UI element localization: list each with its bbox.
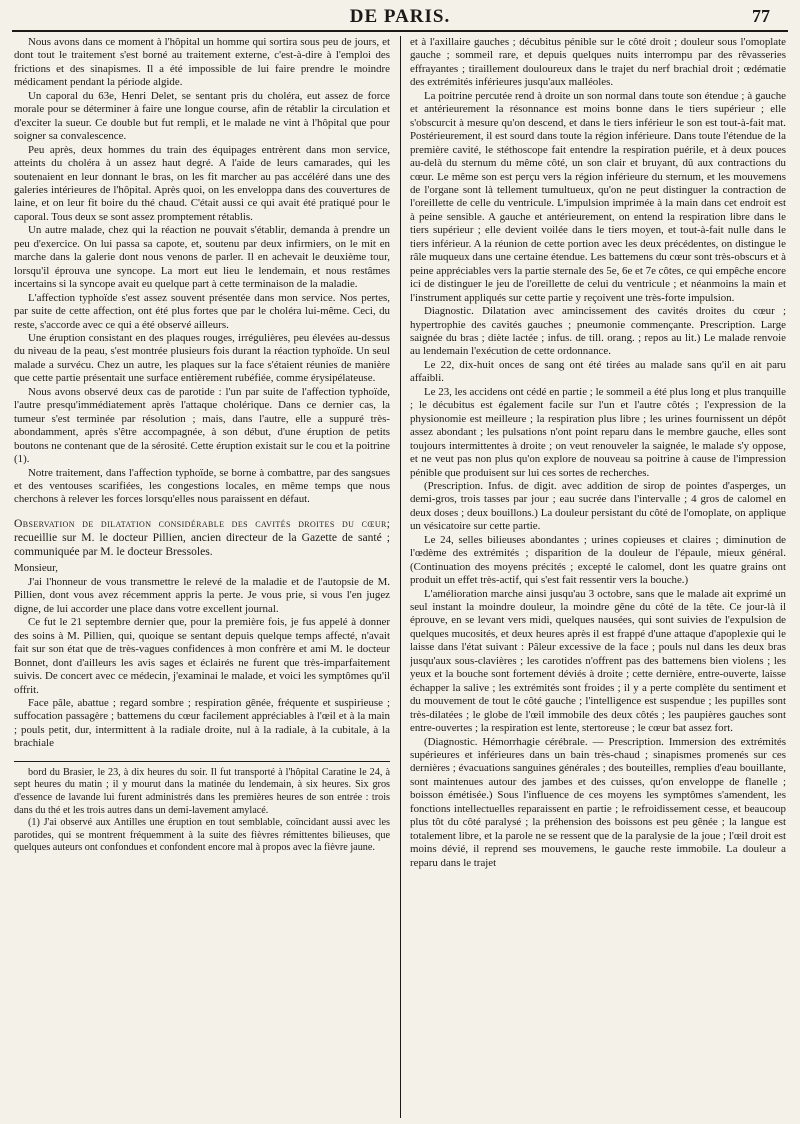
paragraph: L'affection typhoïde s'est assez souvent présentée dans mon service. Nos pertes, par suite de cette affection, ont été plus fortes que par le choléra lui-même. Ceci, du reste, s'accorde avec ce qui a été observé ailleurs.: [14, 291, 390, 331]
footnotes: [14, 767, 390, 855]
text-columns: [14, 36, 786, 1118]
paragraph: J'ai l'honneur de vous transmettre le relevé de la maladie et de l'autopsie de M. Pillien, dont vous avez récemment appris la perte. Je vous prie, si vous l'en jugez digne, de lui accorder une place dans votre excellent journal.: [14, 575, 390, 615]
paragraph: (Diagnostic. Hémorrhagie cérébrale. — Prescription. Immersion des extrémités supérieures et inférieures dans un bain très-chaud ; sinapismes promenés sur ces dernières ; évacuations sanguines générales ; des bouteilles, remplies d'eau bouillante, sont maintenues autour des jambes et des cuisses, qu'on enveloppe de flanelle ; boisson émétisée.) Sous l'influence de ces moyens les symptômes s'amendent, les fonctions intellectuelles reparaissent en partie ; le refroidissement cesse, et beaucoup plus tôt du côté paralysé ; la préhension des boissons est peu gênée ; la langue est totalement libre, et la parole ne se ressent que de la paralysie de la joue ; l'œil droit est moins dévié, il reprend ses mouvemens, le gauche reste immobile. La douleur a reparu dans le trajet: [409, 735, 786, 869]
paragraph: Un autre malade, chez qui la réaction ne pouvait s'établir, demanda à prendre un peu d'exercice. On lui passa sa capote, et, soutenu par deux infirmiers, on le mit en marche dans la galerie dont nous venons de parler. Il en achevait le deuxième tour, lorsqu'il éprouva une syncope. La mort eut lieu le lendemain, et nous restâmes incertains si la syncope avait eu quelque part à cette terminaison de la maladie.: [14, 224, 390, 291]
paragraph: Nous avons observé deux cas de parotide : l'un par suite de l'affection typhoïde, l'autre presqu'immédiatement après l'attaque cholérique. Dans ce dernier cas, la tumeur s'est terminée par résolution ; mais, dans l'autre, elle a suppuré très-abondamment, après s'être accompagnée, à son début, d'une éruption de petits boutons ne contenant que de la sérosité. Cette éruption existait sur le cou et la poitrine (1).: [14, 385, 390, 466]
paragraph: Notre traitement, dans l'affection typhoïde, se borne à combattre, par des sangsues et des ventouses scarifiées, les congestions locales, en même temps que nous cherchons à relever les forces lorsqu'elles nous paraissent en défaut.: [14, 466, 390, 506]
footnote: (1) J'ai observé aux Antilles une éruption en tout semblable, coïncidant aussi avec les parotides, qui se montrent fréquemment à la suite des fièvres rémittentes bilieuses, que quelques auteurs ont confondues et confondent encore mal à propos avec la fièvre jaune.: [14, 817, 390, 854]
paragraph: Le 24, selles bilieuses abondantes ; urines copieuses et claires ; diminution de l'œdème des extrémités ; disparition de la douleur de l'épaule, mieux général. (Continuation des moyens précités ; excepté le calomel, dont les quatre grains ont produit un effet très-actif, qui s'est fait ressentir vers la bouche.): [409, 533, 786, 587]
page-number: 77: [752, 6, 770, 26]
paragraph: Face pâle, abattue ; regard sombre ; respiration gênée, fréquente et suspirieuse ; suffocation passagère ; battemens du cœur facilement appréciables à l'œil et à la main ; pouls petit, dur, intermittent à la radiale droite, nul à la radiale, à la cubitale, à la brachiale: [14, 697, 390, 750]
column-rule: [400, 36, 401, 1118]
paragraph: Ce fut le 21 septembre dernier que, pour la première fois, je fus appelé à donner des soins à M. Pillien, qui, quoique se sentant depuis quelque temps affecté, n'avait fait sur son état que de très-vagues confidences à mon confrère et ami M. le docteur Bonnet, dont d'ailleurs les avis sages et éclairés ne furent que très-imparfaitement suivis. De concert avec ce médecin, j'examinai le malade, et voici les symptômes qu'il offrit.: [14, 616, 390, 696]
running-title: DE PARIS.: [349, 6, 451, 27]
section-title-caps: Observation de dilatation considérable des cavités droites du cœur: [14, 516, 387, 530]
paragraph: Le 22, dix-huit onces de sang ont été tirées au malade sans qu'il en ait paru affaibli.: [409, 358, 786, 385]
footnote-separator: [14, 761, 390, 762]
paragraph: Le 23, les accidens ont cédé en partie ; le sommeil a été plus long et plus tranquille ; le décubitus est également facile sur l'un et l'autre côtés ; l'expression de la physionomie est meilleure ; la respiration plus libre ; les urines fournissent un dépôt assez abondant ; les pulsations n'ont point reparu dans le membre gauche, elles sont toujours intermittentes à droite ; on veut renouveler la saignée, le malade s'y oppose, et ne veut pas non plus qu'on explore de nouveau sa poitrine à cause de l'impression pénible que produisent sur lui ces sortes de recherches.: [409, 385, 786, 479]
paragraph: L'amélioration marche ainsi jusqu'au 3 octobre, sans que le malade ait exprimé un seul instant la moindre douleur, la moindre gêne du côté de la tête. Ce jour-là il éprouve, en se levant vers midi, quelques nausées, qui sont suivies de l'expulsion de quelques mucosités, et deux heures après il est frappé d'une attaque d'apoplexie qui le laisse dans l'état suivant : Pâleur excessive de la face ; pouls nul dans les deux bras jusqu'aux sous-clavières ; les carotides n'offrent pas des battemens bien violens ; les yeux et la bouche sont fortement déviés à droite ; cette dernière, entre-ouverte, laisse échapper la salive ; les extrémités sont froides ; il y a perte complète du sentiment et du mouvement de tout le côté gauche ; l'intelligence est suspendue ; les pupilles sont très-dilatées ; le globe de l'œil immobile des deux côtés ; les paupières gauches sont entre-ouvertes ; la respiration est lente, stertoreuse ; le cœur bat assez fort.: [409, 587, 786, 735]
paragraph: Un caporal du 63e, Henri Delet, se sentant pris du choléra, eut assez de force morale pour se déterminer à faire une longue course, afin de rétablir la circulation et d'exciter la sueur. Ce double but fut rempli, et le malade ne vint à l'hôpital que pour soigner sa convalescence.: [14, 89, 390, 143]
right-column: [410, 36, 786, 1118]
section-title: [14, 517, 390, 560]
paragraph: et à l'axillaire gauches ; décubitus pénible sur le côté droit ; douleur sous l'omoplate gauche ; sommeil rare, et depuis quelques nuits interrompu par des rêvasseries effrayantes ; tiraillement douloureux dans le trajet du nerf brachial droit ; œdématie des extrémités inférieures jusqu'aux malléoles.: [409, 36, 786, 89]
paragraph: Une éruption consistant en des plaques rouges, irrégulières, peu élevées au-dessus du niveau de la peau, s'est montrée plusieurs fois durant la réaction typhoïde. Un seul malade a survécu. Chez un autre, les plaques sur la face s'étaient réunies de manière que cette partie présentait une surface entièrement rubéfiée, comme érysipélateuse.: [14, 331, 390, 385]
section-title-rest: ; recueillie sur M. le docteur Pillien, ancien directeur de la Gazette de santé ; communiquée par M. le docteur Bressoles.: [14, 516, 390, 559]
salutation: Monsieur,: [14, 562, 59, 575]
paragraph: La poitrine percutée rend à droite un son normal dans toute son étendue ; à gauche et antérieurement la résonnance est moins bonne dans le tiers supérieur ; elle s'obscurcit à mesure qu'on descend, et dans le tiers inférieur le son est tout-à-fait mat. Postérieurement, il est sourd dans toute la région inférieure. Dans toute l'étendue de la première cavité, le stéthoscope fait entendre la respiration puérile, et à deux pouces au-delà du sternum du même côté, un son clair et bruyant, dû aux contractions du cœur. Le même son est perçu vers la région inférieure du sternum, et les mouvemens de l'organe sont là tellement tumultueux, qu'on ne peut distinguer la contraction de l'oreillette de celle du ventricule. L'impulsion imprimée à la main dans cet endroit est à peine sensible. A gauche et antérieurement, on entend la respiration libre dans le tiers supérieur ; elle devient voilée dans le tiers moyen, et tout-à-fait nulle dans le tiers inférieur. A la réunion de cette portion avec les deux précédentes, on distingue le râle muqueux dans une certaine étendue. Les battemens du cœur sont très-obscurs et à peine appréciables vers la partie sternale des 5e, 6e et 7e côtes, ce qui empêche encore ici de distinguer le jeu de l'oreillette de celui du ventricule ; et néanmoins la main et l'instrument appliqués sur cette partie y reçoivent une très-forte impulsion.: [409, 89, 786, 304]
paragraph: Peu après, deux hommes du train des équipages entrèrent dans mon service, atteints du choléra à un assez haut degré. A l'aide de leurs camarades, qui les soutenaient en leur donnant le bras, on les fit marcher au pas accéléré dans une des galeries intérieures de l'hôpital. Après quoi, on les enveloppa dans des couvertures de laine, et on leur fit boire du thé chaud. C'était aussi ce qui avait été pratiqué pour le caporal. Tous deux se sont assez promptement rétablis.: [14, 143, 390, 223]
page-header: [12, 0, 788, 32]
paragraph: Nous avons dans ce moment à l'hôpital un homme qui sortira sous peu de jours, et dont tout le traitement s'est borné au traitement externe, c'est-à-dire à l'emploi des frictions et des sinapismes. Il a été impossible de lui faire prendre le moindre médicament pendant la période algide.: [14, 36, 390, 89]
paragraph: Diagnostic. Dilatation avec amincissement des cavités droites du cœur ; hypertrophie des cavités gauches ; pneumonie commençante. Prescription. Large saignée du bras ; diète lactée ; infus. de till. orang. ; repos au lit.) Le malade renvoie au lendemain l'exécution de cette ordonnance.: [409, 305, 786, 358]
left-column: [14, 36, 390, 1118]
footnote-continuation: bord du Brasier, le 23, à dix heures du soir. Il fut transporté à l'hôpital Caratine le 24, à sept heures du matin ; il y mourut dans la matinée du lendemain, à six heures. Six gros d'essence de lavande lui furent administrés dans les premières heures de son entrée : trois dans du thé et les trois autres dans un demi-lavement amylacé.: [14, 766, 390, 816]
paragraph: (Prescription. Infus. de digit. avec addition de sirop de pointes d'asperges, un demi-gros, trois tasses par jour ; eau sucrée dans l'intervalle ; 4 gros de calomel en deux doses ; deux bouillons.) La douleur persistant du côté de l'omoplate, on applique un vésicatoire sur cette partie.: [409, 479, 786, 533]
